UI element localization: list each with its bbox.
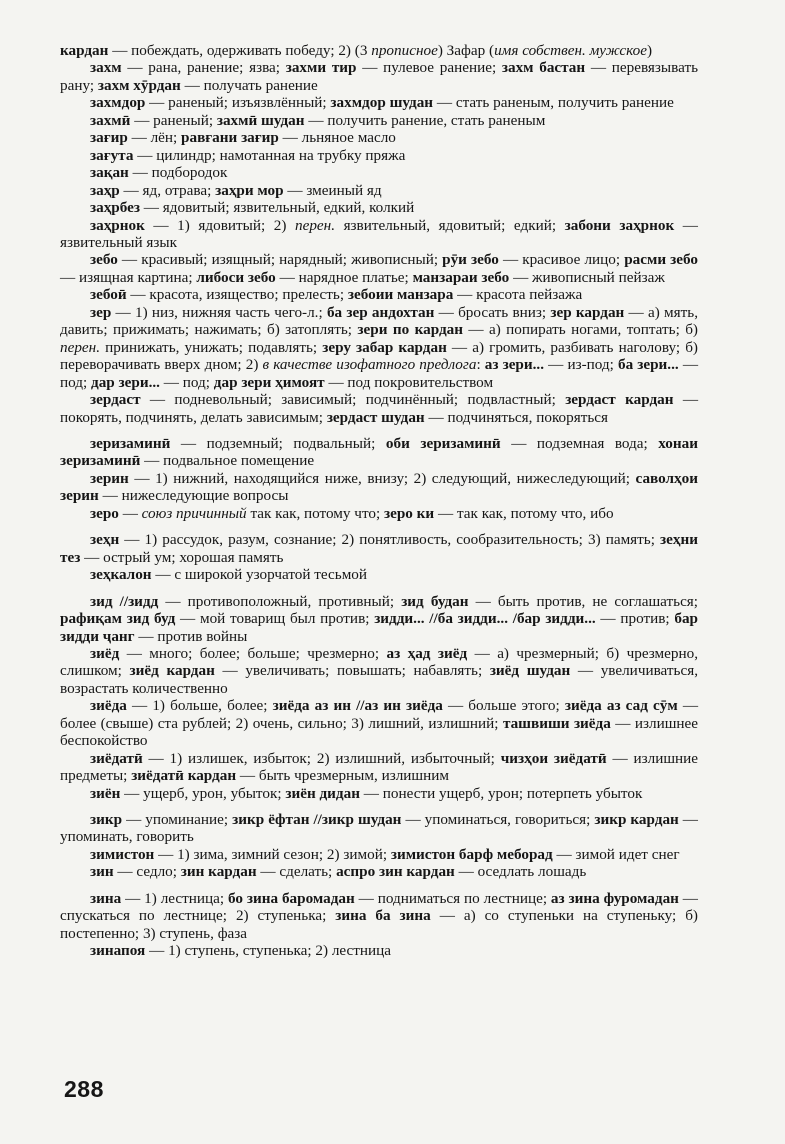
entry-text: — пулевое ранение; (356, 59, 502, 77)
entry-phrase: чизҳои зиёдатӣ (500, 749, 607, 767)
entry-text: — а) мять, давить; прижимать; нажимать; б) затоплять; (60, 303, 698, 339)
entry-headword: захм (90, 59, 122, 77)
entry-text: — а) громить, разбивать наголову; б) переворачивать вверх дном; 2) (60, 338, 698, 374)
entry-headword: зебоӣ (90, 286, 127, 304)
entry-text: — под покровительством (324, 373, 494, 391)
entry-phrase: зидди... //ба зидди... /бар зидди... (374, 610, 596, 628)
entry-text: ) (646, 42, 653, 59)
entry-text: — 1) ядовитый; 2) (144, 216, 295, 234)
entry-text: принижать, унижать; подавлять; (100, 338, 323, 356)
entry-note: перен. (60, 338, 101, 356)
entry-phrase: рафиқам зид буд (60, 610, 176, 628)
dictionary-entry (60, 890, 698, 942)
entry-text: — нижеследующие вопросы (98, 487, 289, 505)
dictionary-entry (60, 645, 698, 697)
entry-phrase: саволҳои зерин (60, 469, 698, 505)
entry-phrase: заҳри мор (215, 181, 284, 199)
entry-headword: зимистон (90, 845, 155, 863)
entry-text: — понести ущерб, урон; потерпеть убыток (359, 784, 643, 802)
entry-headword: заҳр (90, 181, 120, 199)
entry-text: — стать раненым, получить ранение (433, 94, 674, 112)
entry-text: — 1) нижний, находящийся ниже, внизу; 2) следующий, нижеследующий; (128, 469, 636, 487)
entry-phrase: ташвиши зиёда (502, 714, 611, 732)
dictionary-entry (60, 129, 698, 146)
entry-phrase: дар зери ҳимоят (213, 373, 325, 391)
dictionary-entry (60, 391, 698, 426)
entry-headword: зеризаминӣ (90, 434, 171, 452)
entry-phrase: расми зебо (624, 251, 698, 269)
entry-phrase: аз зери... (484, 356, 545, 374)
dictionary-entry (60, 785, 698, 802)
entry-text: — быть чрезмерным, излишним (236, 767, 449, 785)
entry-text: — с широкой узорчатой тесьмой (151, 566, 368, 584)
entry-note: прописное (371, 42, 438, 59)
entry-headword: зеҳкалон (90, 566, 152, 584)
entry-text: : (476, 356, 485, 374)
entry-phrase: дар зери... (91, 373, 160, 391)
entry-text: — зимой идет снег (552, 845, 680, 863)
entry-text: — против войны (134, 627, 248, 645)
entry-phrase: зеру забар кардан (322, 338, 447, 356)
entry-text: — спускаться по лестнице; 2) ступенька; (60, 889, 698, 925)
entry-headword: заҳрбез (90, 199, 140, 217)
entry-text: — красота пейзажа (453, 286, 583, 304)
entry-phrase: равғани зағир (181, 129, 279, 147)
entry-text: — живописный пейзаж (509, 268, 665, 286)
entry-text: — против; (595, 610, 675, 628)
dictionary-entry (60, 304, 698, 391)
entry-phrase: зебоии манзара (347, 286, 454, 304)
entry-text: — острый ум; хорошая память (80, 548, 284, 566)
entry-text: — подбородок (128, 164, 228, 182)
entry-headword: зағута (90, 146, 134, 164)
entry-text: — лён; (127, 129, 182, 147)
entry-phrase: зиён дидан (285, 784, 360, 802)
entry-text: — раненый; (130, 111, 217, 129)
dictionary-entry (60, 750, 698, 785)
entry-headword: зақан (90, 164, 129, 182)
entry-note: перен. (294, 216, 335, 234)
entry-text: ) Зафар ( (437, 42, 495, 59)
dictionary-entry (60, 182, 698, 199)
entry-headword: зиёда (90, 697, 127, 715)
entry-text: — язвительный язык (60, 216, 698, 251)
entry-text: — яд, отрава; (119, 181, 216, 199)
dictionary-entry (60, 42, 698, 59)
entry-text: — оседлать лошадь (454, 863, 587, 881)
entry-note: имя собствен. мужское (494, 42, 647, 59)
entry-text: — из-под; (544, 356, 618, 374)
entry-text: — 1) излишек, избыток; 2) излишний, избыточный; (142, 749, 501, 767)
dictionary-entry (60, 942, 698, 959)
entry-text: — покорять, подчинять, делать зависимым; (60, 391, 699, 426)
entry-text: — излишнее беспокойство (60, 714, 698, 750)
entry-text: — красота, изящество; прелесть; (126, 286, 348, 304)
dictionary-entry (60, 435, 698, 470)
entry-phrase: забони заҳрнок (564, 216, 675, 234)
page-number: 288 (64, 1076, 104, 1102)
entry-text: — рана, ранение; язва; (121, 59, 286, 77)
entry-headword: зердаст (90, 391, 141, 409)
entry-phrase: захмӣ шудан (216, 111, 305, 129)
entry-text: — упоминаться, говориться; (401, 811, 595, 829)
entry-text: — изящная картина; (60, 268, 197, 286)
entry-text: — а) попирать ногами, топтать; б) (463, 321, 698, 339)
entry-text: — седло; (113, 863, 181, 881)
entry-text: — подземная вода; (500, 434, 659, 452)
entry-text: — много; более; больше; чрезмерно; (119, 644, 387, 662)
entry-phrase: хонаи зеризаминӣ (60, 434, 698, 470)
entry-phrase: зикр ёфтан //зикр шудан (232, 811, 402, 829)
entry-text: — 1) лестница; (121, 889, 228, 907)
entry-phrase: зердаст шудан (326, 408, 425, 426)
entry-text: — а) чрезмерный; б) чрезмерно, слишком; (60, 644, 698, 680)
entry-text: — упоминать, говорить (60, 811, 698, 846)
entry-text: — так как, потому что, ибо (434, 504, 614, 522)
dictionary-entry (60, 566, 698, 583)
entry-phrase: захмдор шудан (330, 94, 434, 112)
entry-text: — ущерб, урон, убыток; (120, 784, 286, 802)
entry-text: — 1) низ, нижняя часть чего-л.; (111, 303, 327, 321)
entry-text: — подневольный; зависимый; подчинённый; подвластный; (140, 391, 566, 409)
entry-headword: зеро (90, 504, 119, 522)
entry-phrase: либоси зебо (196, 268, 276, 286)
dictionary-entry (60, 863, 698, 880)
entry-phrase: зиёда аз сад сӯм (564, 697, 678, 715)
entry-text: — получить ранение, стать раненым (304, 111, 546, 129)
entry-headword: зерин (90, 469, 129, 487)
entry-headword: зиёдатӣ (90, 749, 143, 767)
entry-headword: зиёд (90, 644, 120, 662)
dictionary-entry (60, 531, 698, 566)
entry-headword: зина (90, 889, 122, 907)
entry-text: — подземный; подвальный; (170, 434, 386, 452)
entry-text: — 1) рассудок, разум, сознание; 2) понятливость, сообразительность; 3) память; (119, 531, 661, 549)
entry-text: — перевязывать рану; (60, 59, 699, 94)
entry-phrase: зина ба зина (335, 907, 431, 925)
dictionary-entry (60, 217, 698, 252)
entry-phrase: зиёда аз ин //аз ин зиёда (272, 697, 443, 715)
entry-text: — (118, 504, 142, 522)
entry-text: — побеждать, одерживать победу; 2) (3 (108, 42, 372, 59)
entry-phrase: аз зина фуромадан (550, 889, 679, 907)
entry-headword: зин (90, 863, 114, 881)
entry-phrase: зердаст кардан (565, 391, 674, 409)
entry-headword: зеҳн (90, 531, 120, 549)
entry-headword: зер (90, 303, 112, 321)
dictionary-entry (60, 505, 698, 522)
entry-headword: зид //зидд (90, 592, 159, 610)
entry-text: — а) со ступеньки на ступеньку; б) постепенно; 3) ступень, фаза (60, 907, 698, 942)
entry-text: — увеличивать; повышать; набавлять; (214, 662, 490, 680)
dictionary-page (60, 42, 698, 960)
entry-phrase: ба зери... (617, 356, 679, 374)
entry-text: — подниматься по лестнице; (354, 889, 551, 907)
entry-phrase: зикр кардан (594, 811, 679, 829)
entry-text: — змеиный яд (283, 181, 382, 199)
dictionary-entry (60, 811, 698, 846)
dictionary-entry (60, 593, 698, 645)
entry-headword: зикр (90, 811, 123, 829)
dictionary-entry (60, 59, 698, 94)
entry-text: так как, потому что; (246, 504, 384, 522)
entry-phrase: бо зина баромадан (228, 889, 355, 907)
entry-phrase: зимистон барф меборад (390, 845, 553, 863)
entry-text: — раненый; изъязвлённый; (145, 94, 331, 112)
entry-phrase: рӯи зебо (442, 251, 499, 269)
entry-note: в качестве изофатного предлога (262, 356, 477, 374)
entry-headword: зебо (90, 251, 118, 269)
entry-text: — цилиндр; намотанная на трубку пряжа (133, 146, 406, 164)
entry-phrase: зер кардан (550, 303, 625, 321)
entry-phrase: бар зидди ҷанг (60, 610, 698, 645)
entry-text: — бросать вниз; (434, 303, 551, 321)
entry-headword: захмдор (90, 94, 146, 112)
entry-text: — упоминание; (122, 811, 233, 829)
entry-text: — красивое лицо; (498, 251, 625, 269)
entry-text: — увеличиваться, возрастать количественно (60, 662, 698, 697)
entry-text: — мой товарищ был против; (175, 610, 375, 628)
entry-phrase: ба зер андохтан (326, 303, 435, 321)
entry-text: — льняное масло (278, 129, 396, 147)
entry-phrase: зеро ки (384, 504, 435, 522)
entry-phrase: оби зеризаминӣ (385, 434, 501, 452)
entry-text: — 1) зима, зимний сезон; 2) зимой; (154, 845, 391, 863)
entry-phrase: зиёд шудан (489, 662, 571, 680)
entry-headword: кардан (60, 42, 109, 59)
entry-text: — 1) больше, более; (126, 697, 273, 715)
dictionary-entry (60, 286, 698, 303)
dictionary-entry (60, 147, 698, 164)
dictionary-entry (60, 697, 698, 749)
dictionary-entry (60, 112, 698, 129)
entry-phrase: захм бастан (501, 59, 586, 77)
dictionary-entry (60, 846, 698, 863)
dictionary-entry (60, 164, 698, 181)
entry-headword: зиён (90, 784, 121, 802)
entry-text: — под; (159, 373, 214, 391)
entry-text: — быть против, не соглашаться; (468, 592, 699, 610)
entry-phrase: зиёд кардан (129, 662, 215, 680)
entry-text: — 1) ступень, ступенька; 2) лестница (145, 942, 392, 960)
dictionary-entry (60, 94, 698, 111)
entry-phrase: зиёдатӣ кардан (131, 767, 237, 785)
entry-text: — подвальное помещение (140, 452, 315, 470)
entry-phrase: захм хӯрдан (97, 76, 181, 94)
entry-phrase: аз ҳад зиёд (386, 644, 468, 662)
entry-note: союз причинный (141, 504, 247, 522)
entry-text: — получать ранение (180, 76, 318, 94)
entry-text: — под; (60, 356, 698, 391)
dictionary-entry (60, 470, 698, 505)
entry-phrase: зеҳни тез (60, 531, 698, 566)
entry-text: — противоположный, противный; (158, 592, 402, 610)
entry-phrase: зин кардан (180, 863, 257, 881)
entry-text: — больше этого; (442, 697, 565, 715)
entry-text: — нарядное платье; (275, 268, 413, 286)
entry-headword: захмӣ (90, 111, 131, 129)
entry-phrase: захми тир (285, 59, 357, 77)
entry-phrase: зид будан (401, 592, 469, 610)
entry-headword: зинапоя (90, 942, 146, 960)
dictionary-entry (60, 199, 698, 216)
entry-headword: заҳрнок (90, 216, 145, 234)
entry-headword: зағир (90, 129, 128, 147)
entry-text: — ядовитый; язвительный, едкий, колкий (139, 199, 415, 217)
entry-text: — излишние предметы; (60, 749, 699, 785)
entry-phrase: аспро зин кардан (336, 863, 455, 881)
entry-text: язвительный, ядовитый; едкий; (335, 216, 565, 234)
entry-text: — красивый; изящный; нарядный; живописный; (117, 251, 443, 269)
dictionary-entry (60, 251, 698, 286)
entry-text: — более (свыше) ста рублей; 2) очень, сильно; 3) лишний, излишний; (60, 697, 699, 732)
entry-text: — сделать; (256, 863, 337, 881)
entry-phrase: манзараи зебо (412, 268, 510, 286)
entry-text: — подчиняться, покоряться (424, 408, 609, 426)
entry-phrase: зери по кардан (357, 321, 463, 339)
